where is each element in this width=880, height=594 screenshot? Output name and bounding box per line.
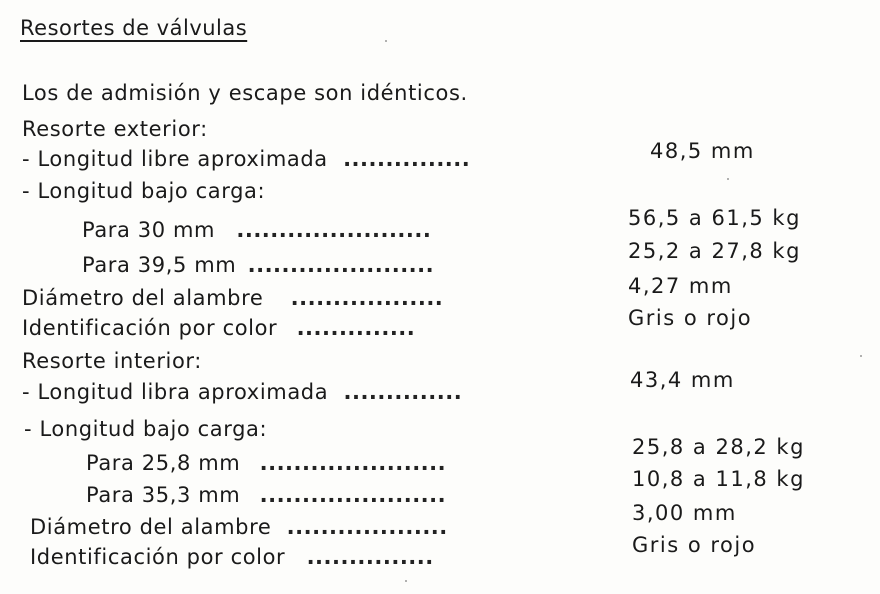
leader-dots: ...................... (247, 253, 435, 277)
leader-dots: ............... (306, 545, 434, 569)
spec-value: 25,2 a 27,8 kg (628, 239, 801, 263)
spec-row (30, 533, 757, 572)
scan-speck (727, 178, 729, 180)
spec-label: Para 35,3 mm (86, 483, 241, 507)
spec-row (22, 368, 735, 407)
spec-label: Diámetro del alambre (22, 286, 264, 310)
spec-row (22, 139, 755, 174)
spec-row (22, 176, 265, 206)
spec-value: 48,5 mm (650, 139, 755, 163)
spec-row (24, 414, 267, 444)
spec-value: 10,8 a 11,8 kg (632, 467, 805, 491)
spec-label: Para 25,8 mm (86, 451, 241, 475)
spec-value: Gris o rojo (632, 533, 757, 557)
leader-dots: ....................... (236, 218, 432, 242)
scan-speck (405, 580, 407, 582)
leader-dots: ...................... (259, 483, 447, 507)
spec-value: 25,8 a 28,2 kg (632, 435, 805, 459)
spec-label: Diámetro del alambre (30, 515, 272, 539)
spec-row (22, 306, 753, 343)
spec-row (82, 239, 801, 280)
spec-label: Resorte exterior: (22, 117, 208, 141)
spec-value: 4,27 mm (628, 274, 733, 298)
leader-dots: ................... (286, 515, 448, 539)
spec-row (86, 467, 805, 510)
scan-speck (860, 355, 862, 357)
spec-label: - Longitud libra aproximada (22, 380, 329, 404)
spec-value: Gris o rojo (628, 306, 753, 330)
spec-label: Resorte interior: (22, 349, 202, 373)
spec-label: - Longitud bajo carga: (24, 417, 268, 441)
spec-label: Para 30 mm (82, 218, 216, 242)
spec-row (86, 435, 805, 478)
spec-row (22, 346, 202, 376)
leader-dots: .............. (343, 380, 463, 404)
spec-label: Para 39,5 mm (82, 253, 237, 277)
spec-label: - Longitud bajo carga: (22, 179, 266, 203)
leader-dots: .............. (296, 316, 416, 340)
spec-label: Identificación por color (22, 316, 278, 340)
intro-text: Los de admisión y escape son idénticos. (22, 81, 468, 105)
intro-line (22, 78, 468, 108)
spec-row (22, 114, 208, 144)
spec-row (30, 501, 737, 542)
spec-row (22, 274, 733, 313)
section-title: Resortes de válvulas (20, 16, 248, 40)
spec-row (82, 206, 801, 245)
spec-value: 43,4 mm (630, 368, 735, 392)
spec-label: Identificación por color (30, 545, 286, 569)
spec-value: 56,5 a 61,5 kg (628, 206, 801, 230)
spec-value: 3,00 mm (632, 501, 737, 525)
leader-dots: ...................... (259, 451, 447, 475)
leader-dots: .................. (290, 286, 444, 310)
scan-speck (385, 40, 387, 42)
spec-label: - Longitud libre aproximada (22, 147, 328, 171)
leader-dots: ............... (343, 147, 471, 171)
